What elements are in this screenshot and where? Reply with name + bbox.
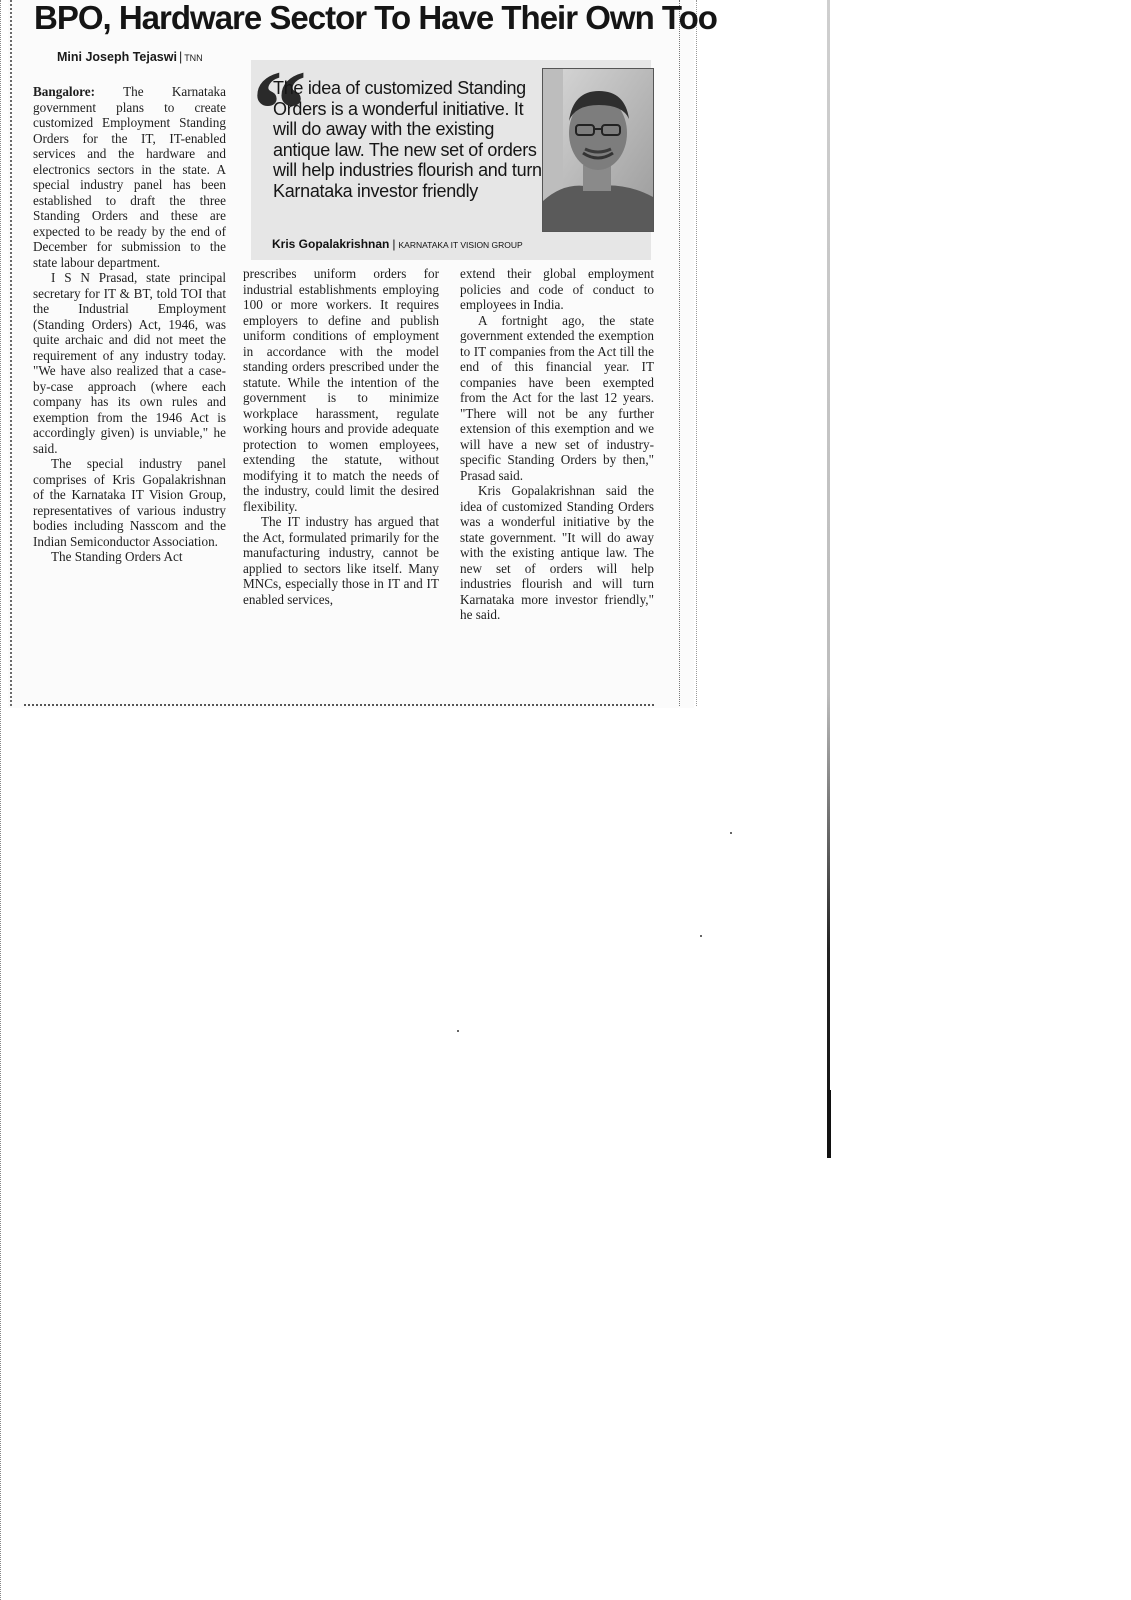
paragraph: extend their global employment policies and code of conduct to employees in India. bbox=[460, 266, 654, 312]
paragraph bbox=[33, 84, 226, 270]
pull-quote-name: Kris Gopalakrishnan bbox=[272, 237, 390, 251]
article-byline bbox=[57, 50, 203, 64]
byline-separator: | bbox=[178, 50, 183, 64]
article-column-1 bbox=[33, 84, 226, 565]
dateline: Bangalore: bbox=[33, 84, 96, 99]
portrait-photo-image bbox=[543, 69, 653, 231]
paragraph: The IT industry has argued that the Act, formulated primarily for the manufacturing industry, cannot be applied to sectors like itself. Many MNCs, especially those in IT and IT enabled services, bbox=[243, 514, 439, 607]
portrait-photo bbox=[542, 68, 654, 232]
paragraph: I S N Prasad, state principal secretary for IT & BT, told TOI that the Industrial Employment (Standing Orders) Act, 1946, was quite archaic and did not meet the requirement of any industry today. "We have also realized that a case-by-case approach (where each company has its own rules and exemption from the 1946 Act is accordingly given) is unviable," he said. bbox=[33, 270, 226, 456]
scan-edge bbox=[0, 0, 2, 1600]
paragraph-text: The Karnataka government plans to create customized Employment Standing Orders for the IT, IT-enabled services and the hardware and electronics sectors in the state. A special industry panel has been established to draft the three Standing Orders and these are expected to be ready by the end of December for submission to the state labour department. bbox=[33, 84, 227, 270]
scan-margin-mark bbox=[827, 1090, 831, 1158]
clipping-cut-line-right bbox=[679, 0, 680, 706]
byline-author: Mini Joseph Tejaswi bbox=[57, 50, 177, 64]
paragraph: The special industry panel comprises of Kris Gopalakrishnan of the Karnataka IT Vision Group, representatives of various industry bodies including Nasscom and the Indian Semiconductor Association. bbox=[33, 456, 226, 549]
pull-quote-text: The idea of customized Standing Orders is a wonderful initiative. It will do away with the existing antique law. The new set of orders will help industries flourish and turn Karnataka investor friendly bbox=[273, 78, 542, 201]
byline-agency: TNN bbox=[184, 53, 203, 63]
article-column-3 bbox=[460, 266, 654, 623]
paragraph: The Standing Orders Act bbox=[51, 549, 183, 564]
clipping-cut-line-bottom bbox=[24, 704, 654, 706]
paragraph: A fortnight ago, the state government extended the exemption to IT companies from the Act till the end of this financial year. IT companies have been exempted from the Act for the last 12 years. "There will not be any further extension of this exemption and we will have a new set of industry-specific Standing Orders by then," Prasad said. bbox=[460, 312, 654, 483]
paragraph: prescribes uniform orders for industrial establishments employing 100 or more workers. It requires employers to define and publish uniform conditions of employment in accordance with the model standing orders prescribed under the statute. While the intention of the government is to minimize workplace harassment, regulate working hours and provide adequate protection to women employees, extending the statute, without modifying it to match the needs of the industry, could limit the desired flexibility. bbox=[243, 266, 439, 514]
quote-mark-icon: “ bbox=[252, 48, 307, 170]
scan-speck bbox=[700, 935, 702, 937]
clipping-cut-line-left bbox=[10, 0, 12, 706]
article-headline: BPO, Hardware Sector To Have Their Own Too bbox=[34, 0, 717, 36]
pull-quote-attribution bbox=[272, 235, 523, 253]
scan-speck bbox=[457, 1030, 459, 1032]
scan-speck bbox=[730, 832, 732, 834]
paragraph: Kris Gopalakrishnan said the idea of customized Standing Orders was a wonderful initiative by the state government. "It will do away with the existing antique law. The new set of orders will help industries flourish and will turn Karnataka more investor friendly," he said. bbox=[460, 483, 654, 622]
pull-quote-organization: KARNATAKA IT VISION GROUP bbox=[398, 240, 523, 250]
scan-margin-line bbox=[827, 0, 830, 1158]
article-column-2 bbox=[243, 266, 439, 607]
attribution-separator: | bbox=[392, 237, 396, 251]
clipping-cut-line-right-outer bbox=[696, 0, 697, 706]
